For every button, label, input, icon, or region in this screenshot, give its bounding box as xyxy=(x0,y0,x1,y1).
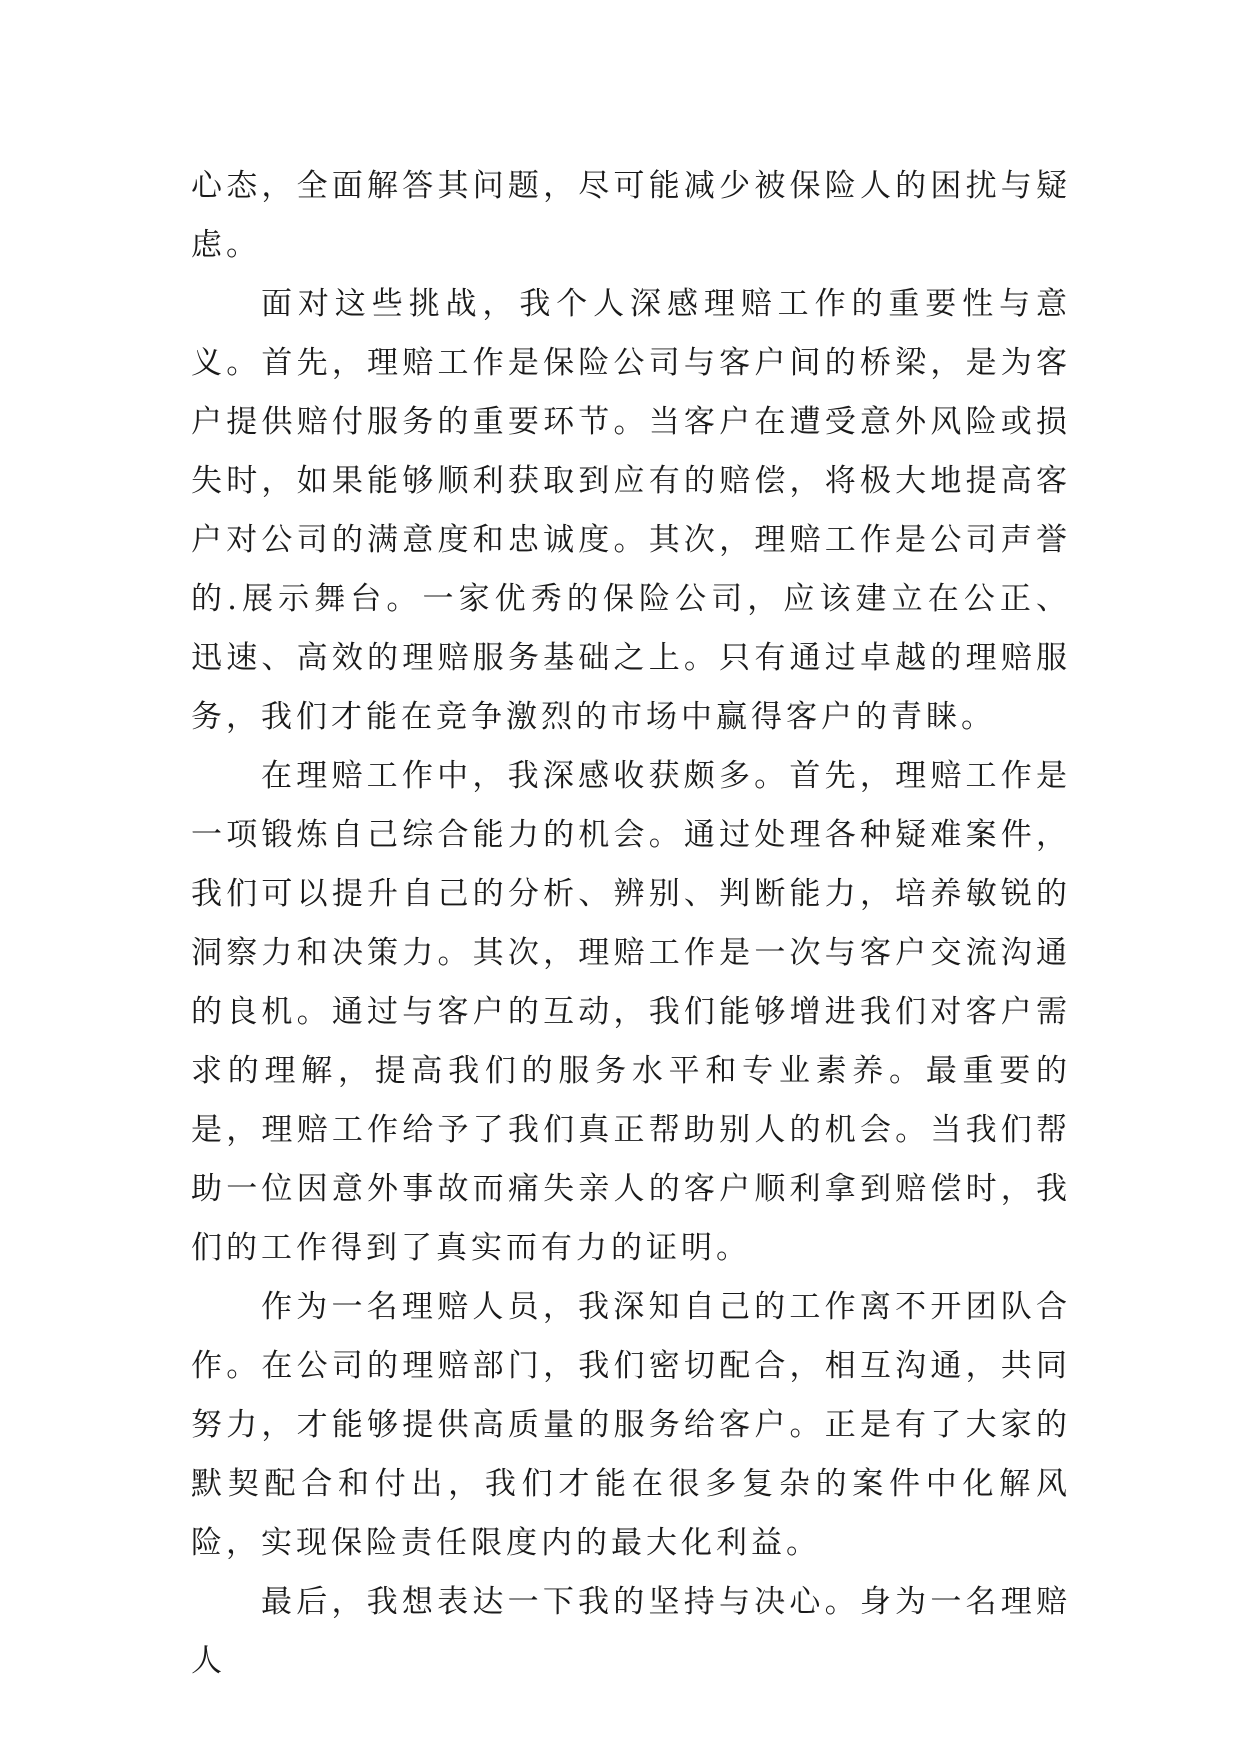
paragraph-5: 最后，我想表达一下我的坚持与决心。身为一名理赔人 xyxy=(191,1584,1071,1679)
body-text xyxy=(191,157,1071,1691)
paragraph-1: 心态，全面解答其问题，尽可能减少被保险人的困扰与疑虑。 xyxy=(191,168,1071,263)
paragraph-2: 面对这些挑战，我个人深感理赔工作的重要性与意义。首先，理赔工作是保险公司与客户间的桥梁，是为客户提供赔付服务的重要环节。当客户在遭受意外风险或损失时，如果能够顺利获取到应有的赔偿，将极大地提高客户对公司的满意度和忠诚度。其次，理赔工作是公司声誉的.展示舞台。一家优秀的保险公司，应该建立在公正、迅速、高效的理赔服务基础之上。只有通过卓越的理赔服务，我们才能在竞争激烈的市场中赢得客户的青睐。 xyxy=(191,286,1071,735)
paragraph-3: 在理赔工作中，我深感收获颇多。首先，理赔工作是一项锻炼自己综合能力的机会。通过处理各种疑难案件，我们可以提升自己的分析、辨别、判断能力，培养敏锐的洞察力和决策力。其次，理赔工作是一次与客户交流沟通的良机。通过与客户的互动，我们能够增进我们对客户需求的理解，提高我们的服务水平和专业素养。最重要的是，理赔工作给予了我们真正帮助别人的机会。当我们帮助一位因意外事故而痛失亲人的客户顺利拿到赔偿时，我们的工作得到了真实而有力的证明。 xyxy=(191,758,1071,1266)
paragraph-4: 作为一名理赔人员，我深知自己的工作离不开团队合作。在公司的理赔部门，我们密切配合，相互沟通，共同努力，才能够提供高质量的服务给客户。正是有了大家的默契配合和付出，我们才能在很多复杂的案件中化解风险，实现保险责任限度内的最大化利益。 xyxy=(191,1289,1071,1561)
